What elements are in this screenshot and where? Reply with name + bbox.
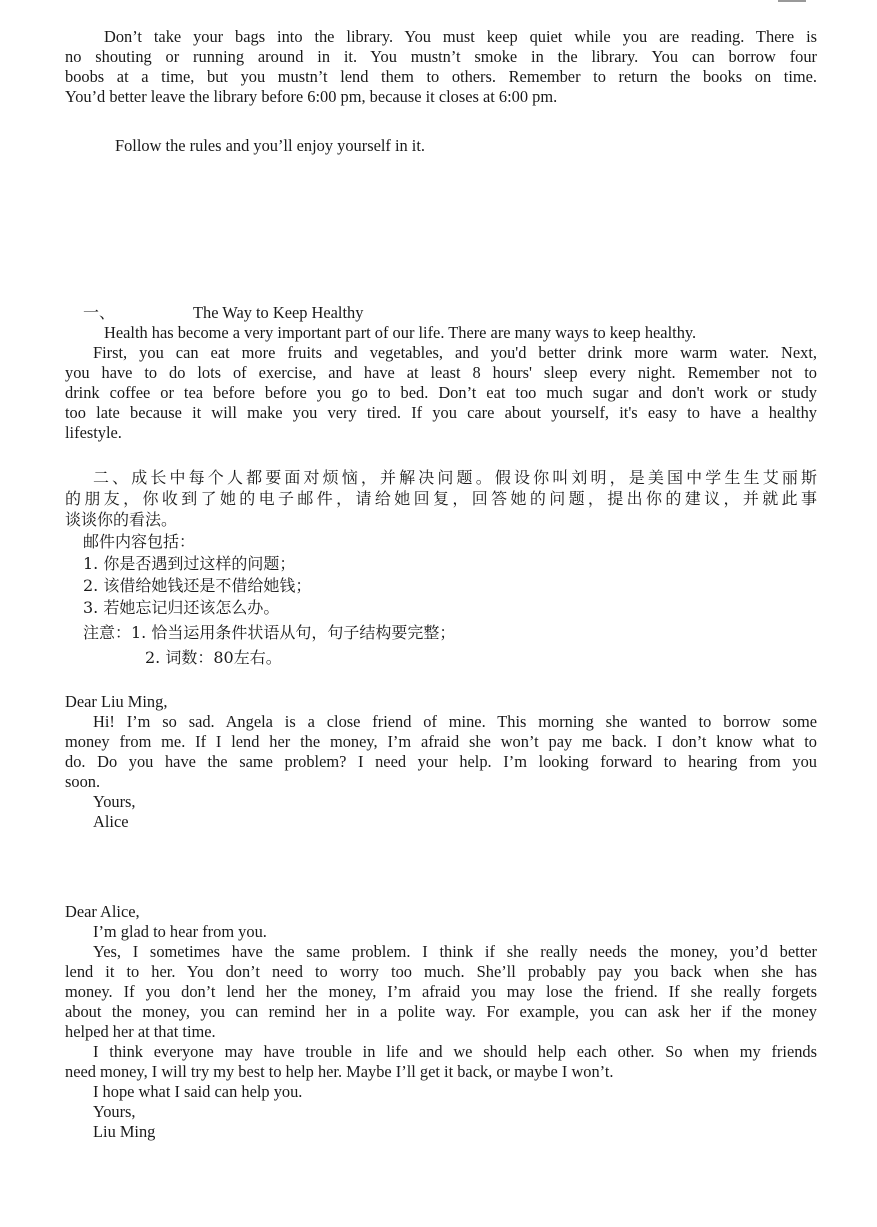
task-point: 2. 该借给她钱还是不借给她钱； (83, 576, 312, 595)
text-line: helped her at that time. (65, 1022, 216, 1041)
text-line: no shouting or running around in it. You mustn’t smoke in the library. You can borrow four (65, 47, 817, 66)
text-line: I hope what I said can help you. (93, 1082, 303, 1101)
text-line: 的朋友，你收到了她的电子邮件，请给她回复，回答她的问题，提出你的建议，并就此事 (65, 489, 817, 508)
task-point: 3. 若她忘记归还该怎么办。 (83, 598, 280, 617)
text-line: money from me. If I lend her the money, I’m afraid she won’t pay me back. I don’t know what to (65, 732, 817, 751)
note-item: 2. 词数：80左右。 (145, 648, 282, 667)
text-line: boobs at a time, but you mustn’t lend them to others. Remember to return the books on time. (65, 67, 817, 86)
letter-signature: Liu Ming (93, 1122, 156, 1141)
text-line: need money, I will try my best to help her. Maybe I’ll get it back, or maybe I won’t. (65, 1062, 614, 1081)
essay-healthy (65, 303, 817, 443)
library-closing (65, 136, 867, 156)
notes-label: 注意：1. 恰当运用条件状语从句，句子结构要完整； (83, 623, 456, 642)
text-line: Yes, I sometimes have the same problem. I think if she really needs the money, you’d better (93, 942, 817, 961)
letter-signoff: Yours, (93, 1102, 136, 1121)
text-line: soon. (65, 772, 101, 791)
text-line: 二、成长中每个人都要面对烦恼，并解决问题。假设你叫刘明，是美国中学生生艾丽斯 (93, 468, 817, 487)
text-line: lend it to her. You don’t need to worry too much. She’ll probably pay you back when she has (65, 962, 817, 981)
text-line: Don’t take your bags into the library. You must keep quiet while you are reading. There is (104, 27, 817, 46)
text-line: you have to do lots of exercise, and have at least 8 hours' sleep every night. Remember not to (65, 363, 817, 382)
letter-signoff: Yours, (93, 792, 136, 811)
text-line: do. Do you have the same problem? I need your help. I’m looking forward to hearing from you (65, 752, 817, 771)
text-line: too late because it will make you very tired. If you care about yourself, it's easy to have a healthy (65, 403, 817, 422)
letter-from-alice (65, 692, 817, 832)
text-line: First, you can eat more fruits and vegetables, and you'd better drink more warm water. Next, (93, 343, 817, 362)
corner-mark (778, 0, 806, 2)
text-line: lifestyle. (65, 423, 122, 442)
library-rules-paragraph (65, 27, 817, 107)
text-line: Health has become a very important part of our life. There are many ways to keep healthy. (104, 323, 697, 342)
letter-signature: Alice (93, 812, 129, 831)
writing-task-prompt (65, 467, 817, 667)
letter-greeting: Dear Liu Ming, (65, 692, 168, 711)
text-line: drink coffee or tea before before you go to bed. Don’t eat too much sugar and don't work or study (65, 383, 817, 402)
text-line: about the money, you can remind her in a polite way. For example, you can ask her if the money (65, 1002, 817, 1021)
text-line: I’m glad to hear from you. (93, 922, 267, 941)
section-number: 一、 (83, 303, 116, 322)
text-line: You’d better leave the library before 6:00 pm, because it closes at 6:00 pm. (65, 87, 558, 106)
text-line: Hi! I’m so sad. Angela is a close friend of mine. This morning she wanted to borrow some (93, 712, 817, 731)
text-line: Follow the rules and you’ll enjoy yourself in it. (115, 136, 426, 155)
task-point: 1. 你是否遇到过这样的问题； (83, 554, 296, 573)
text-line: 谈谈你的看法。 (65, 510, 178, 529)
letter-greeting: Dear Alice, (65, 902, 140, 921)
content-label: 邮件内容包括： (83, 532, 196, 551)
essay-title: The Way to Keep Healthy (193, 303, 364, 322)
text-line: I think everyone may have trouble in life and we should help each other. So when my friends (93, 1042, 817, 1061)
reply-letter (65, 902, 817, 1142)
text-line: money. If you don’t lend her the money, I’m afraid you may lose the friend. If she really forgets (65, 982, 817, 1001)
